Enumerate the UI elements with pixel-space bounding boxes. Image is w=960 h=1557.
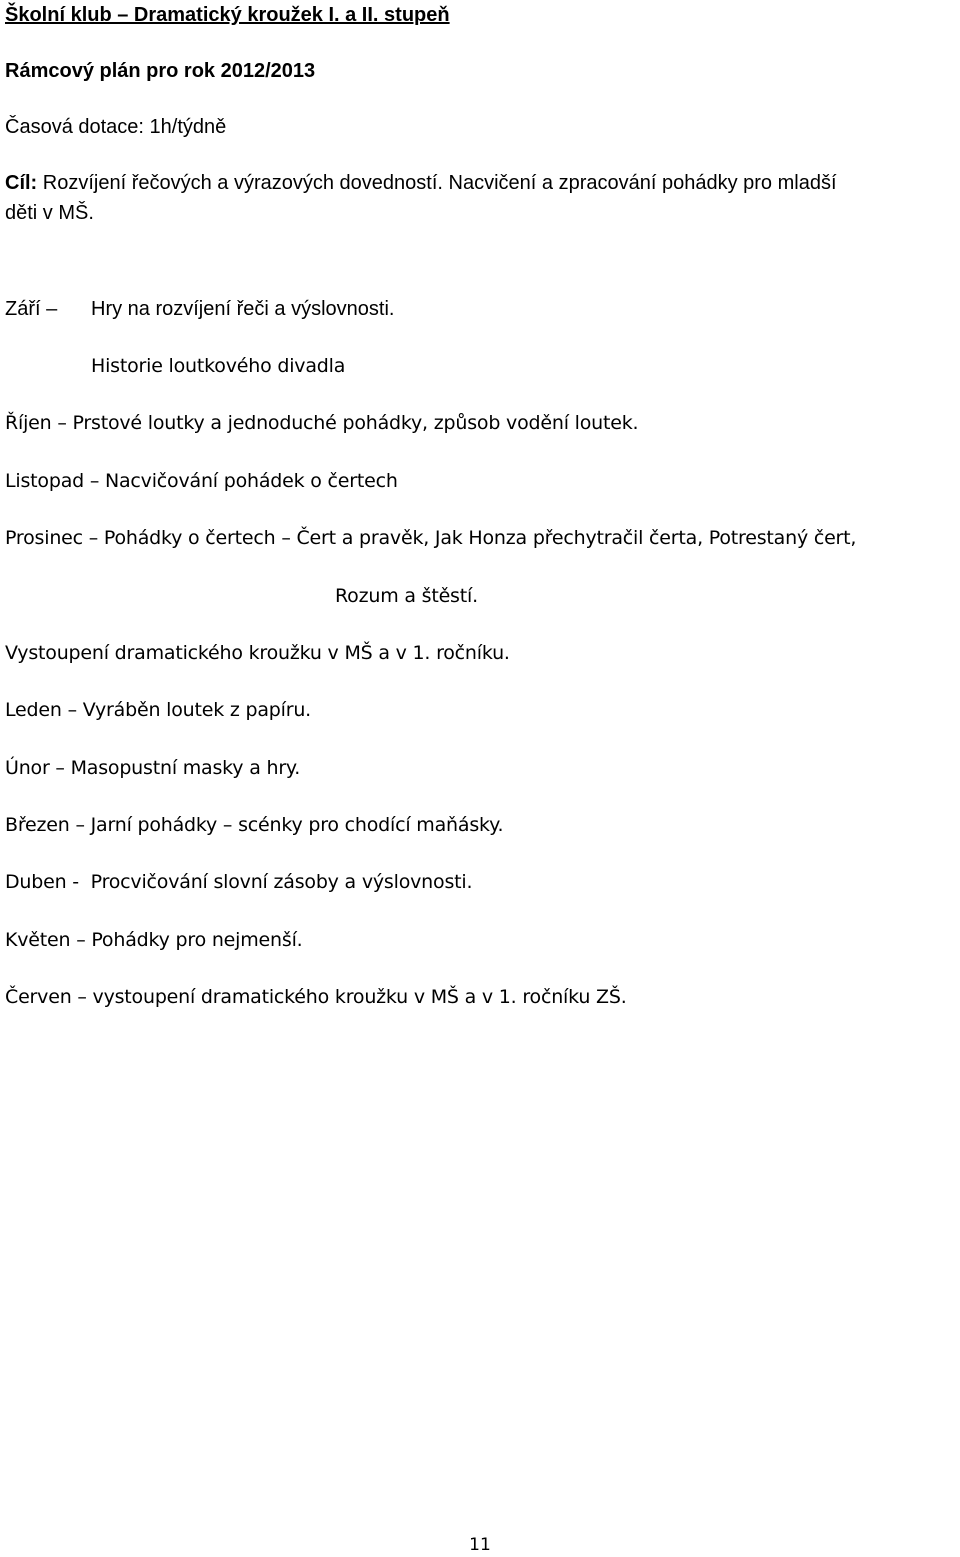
- time-allocation: Časová dotace: 1h/týdně: [5, 116, 227, 138]
- document-title: Školní klub – Dramatický kroužek I. a II. stupeň: [5, 4, 450, 26]
- goal-line-2: děti v MŠ.: [5, 202, 94, 224]
- schedule-march: Březen – Jarní pohádky – scénky pro chodící maňásky.: [5, 814, 504, 836]
- goal-line-1: [5, 169, 837, 197]
- schedule-december-line-1: Prosinec – Pohádky o čertech – Čert a pravěk, Jak Honza přechytračil čerta, Potrestaný čert,: [5, 527, 857, 549]
- schedule-december-line-3: Vystoupení dramatického kroužku v MŠ a v 1. ročníku.: [5, 642, 510, 664]
- schedule-september: [5, 295, 394, 323]
- plan-heading: Rámcový plán pro rok 2012/2013: [5, 60, 316, 82]
- schedule-january: Leden – Vyráběn loutek z papíru.: [5, 699, 312, 721]
- goal-text: Rozvíjení řečových a výrazových dovedností. Nacvičení a zpracování pohádky pro mladší: [37, 172, 837, 194]
- schedule-june: Červen – vystoupení dramatického kroužku v MŠ a v 1. ročníku ZŠ.: [5, 986, 627, 1008]
- schedule-april: Duben - Procvičování slovní zásoby a výslovnosti.: [5, 871, 473, 893]
- schedule-november: Listopad – Nacvičování pohádek o čertech: [5, 470, 398, 492]
- goal-label: Cíl:: [5, 172, 38, 194]
- schedule-february: Únor – Masopustní masky a hry.: [5, 757, 301, 779]
- month-september: Září –: [5, 298, 58, 320]
- schedule-october: Říjen – Prstové loutky a jednoduché pohádky, způsob vodění loutek.: [5, 412, 639, 434]
- september-item-1: Hry na rozvíjení řeči a výslovnosti.: [91, 298, 395, 320]
- september-item-2: Historie loutkového divadla: [91, 355, 346, 377]
- schedule-may: Květen – Pohádky pro nejmenší.: [5, 929, 303, 951]
- schedule-december-line-2: Rozum a štěstí.: [335, 585, 478, 607]
- page-number: 11: [469, 1535, 491, 1555]
